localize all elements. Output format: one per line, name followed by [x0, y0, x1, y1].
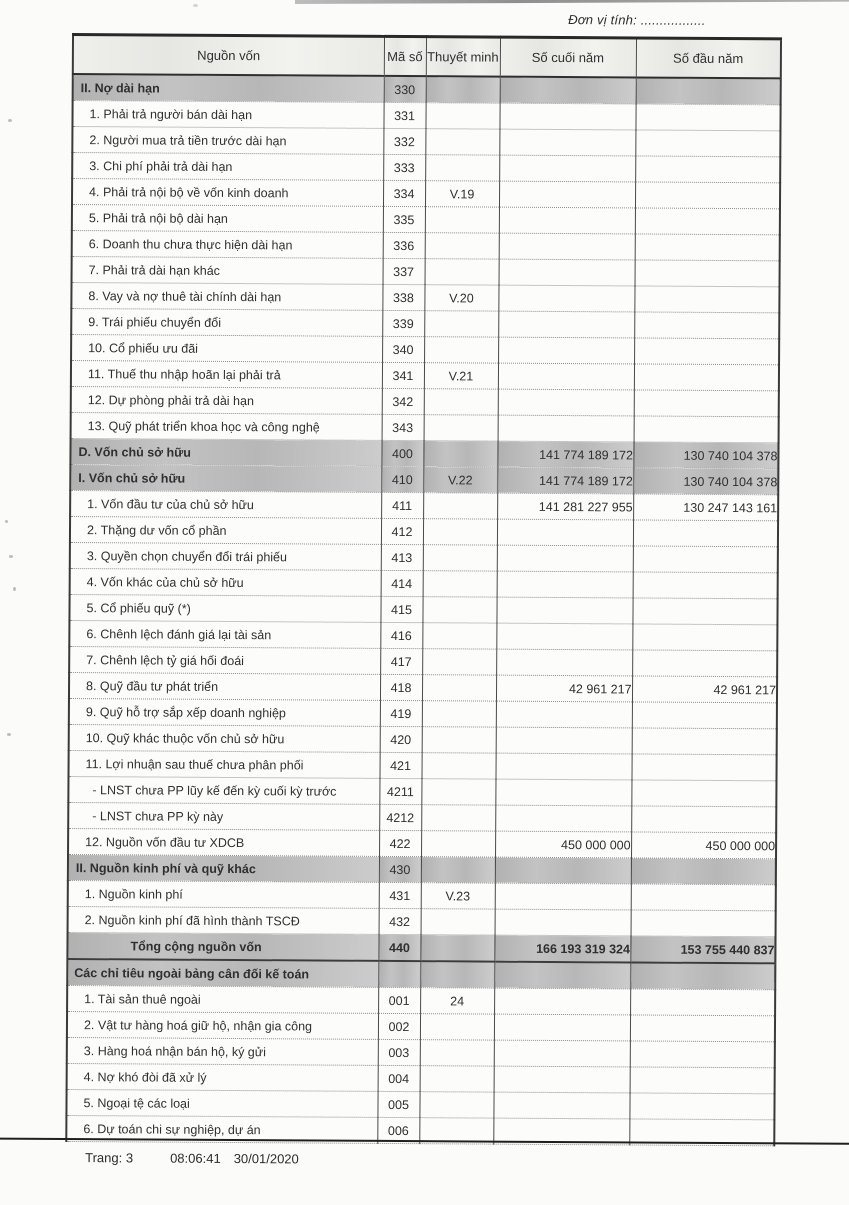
cell-name: 1. Vốn đầu tư của chủ sở hữu: [70, 491, 381, 519]
cell-note: [421, 805, 495, 831]
cell-begin: [630, 1067, 775, 1094]
cell-code: 417: [380, 648, 422, 674]
cell-end: [499, 233, 635, 260]
cell-begin: [631, 754, 776, 781]
cell-note: V.19: [425, 181, 499, 207]
cell-end: [498, 389, 634, 416]
cell-code: 331: [383, 102, 425, 128]
cell-name: 2. Người mua trả tiền trước dài hạn: [72, 127, 383, 155]
cell-code: 416: [380, 622, 422, 648]
cell-code: 342: [382, 388, 424, 414]
cell-end: [498, 311, 634, 338]
cell-end: [497, 519, 633, 546]
cell-code: 004: [378, 1065, 420, 1091]
cell-note: [423, 493, 497, 519]
cell-begin: [635, 104, 780, 131]
page-number-label: Trang: 3: [85, 1150, 134, 1166]
cell-end: 42 961 217: [496, 675, 632, 702]
cell-note: [421, 909, 495, 935]
cell-begin: [632, 598, 777, 625]
cell-end: [499, 129, 635, 156]
cell-code: 006: [377, 1117, 419, 1143]
cell-code: 003: [378, 1039, 420, 1065]
cell-name: 6. Chênh lệch đánh giá lại tài sản: [69, 621, 380, 649]
cell-name: II. Nguồn kinh phí và quỹ khác: [68, 855, 379, 883]
cell-note: [422, 623, 496, 649]
cell-begin: [633, 572, 778, 599]
cell-name: 6. Doanh thu chưa thực hiện dài hạn: [72, 231, 383, 259]
cell-end: 166 193 319 324: [494, 935, 630, 962]
page-footer: [85, 1150, 299, 1166]
unit-label: Đơn vị tính: .................: [568, 12, 706, 28]
cell-note: [425, 103, 499, 129]
cell-name: 8. Vay và nợ thuê tài chính dài hạn: [71, 283, 382, 311]
cell-code: 4212: [379, 804, 421, 830]
cell-end: [495, 909, 631, 936]
cell-end: [500, 77, 636, 104]
header-nguon-von: Nguồn vốn: [73, 35, 384, 76]
cell-begin: [634, 338, 779, 365]
cell-begin: 130 740 104 378: [633, 468, 778, 495]
cell-name: 6. Dự toán chi sự nghiệp, dự án: [66, 1115, 377, 1143]
cell-name: 10. Cổ phiếu ưu đãi: [71, 335, 382, 363]
print-time: 08:06:41: [170, 1150, 221, 1166]
cell-code: 005: [377, 1091, 419, 1117]
cell-begin: [635, 130, 780, 157]
cell-name: 11. Thuế thu nhập hoãn lại phải trả: [71, 361, 382, 389]
cell-end: [494, 1040, 630, 1067]
cell-name: 9. Trái phiếu chuyển đổi: [71, 309, 382, 337]
cell-begin: [631, 910, 776, 937]
cell-begin: 450 000 000: [631, 832, 776, 859]
cell-note: [421, 831, 495, 857]
cell-code: 339: [382, 310, 424, 336]
cell-code: 330: [384, 76, 426, 103]
cell-end: [494, 962, 630, 989]
cell-note: V.21: [424, 363, 498, 389]
cell-end: [499, 259, 635, 286]
balance-sheet-table: [65, 33, 782, 1146]
cell-name: Tổng cộng nguồn vốn: [67, 933, 378, 961]
cell-code: 337: [383, 258, 425, 284]
cell-name: 12. Dự phòng phải trả dài hạn: [71, 387, 382, 415]
cell-name: II. Nợ dài hạn: [73, 74, 384, 102]
cell-begin: [632, 702, 777, 729]
cell-begin: [635, 234, 780, 261]
cell-name: 2. Vật tư hàng hoá giữ hộ, nhận gia công: [67, 1012, 378, 1040]
cell-name: 4. Phải trả nội bộ về vốn kinh doanh: [72, 179, 383, 207]
cell-end: [499, 155, 635, 182]
cell-code: [378, 961, 420, 988]
cell-code: 431: [379, 882, 421, 908]
cell-note: [423, 571, 497, 597]
cell-note: [422, 701, 496, 727]
cell-code: 334: [383, 180, 425, 206]
cell-code: 001: [378, 987, 420, 1013]
cell-name: 7. Phải trả dài hạn khác: [72, 257, 383, 285]
cell-begin: 153 755 440 837: [630, 936, 775, 963]
cell-begin: [632, 624, 777, 651]
cell-code: 414: [381, 570, 423, 596]
cell-begin: [630, 989, 775, 1016]
cell-begin: [630, 962, 775, 989]
cell-end: [497, 571, 633, 598]
cell-code: 418: [380, 674, 422, 700]
cell-note: [425, 259, 499, 285]
cell-note: [422, 649, 496, 675]
cell-note: [424, 337, 498, 363]
cell-begin: [631, 884, 776, 911]
cell-code: 413: [381, 544, 423, 570]
cell-code: 432: [379, 908, 421, 934]
cell-note: V.22: [423, 467, 497, 493]
cell-end: 141 281 227 955: [497, 493, 633, 520]
cell-name: 10. Quỹ khác thuộc vốn chủ sở hữu: [69, 725, 380, 753]
cell-end: [498, 415, 634, 442]
cell-code: 419: [380, 700, 422, 726]
cell-name: 8. Quỹ đầu tư phát triển: [69, 673, 380, 701]
cell-note: [422, 727, 496, 753]
cell-code: 400: [381, 440, 423, 466]
cell-begin: [631, 780, 776, 807]
cell-code: 420: [380, 726, 422, 752]
cell-end: [496, 597, 632, 624]
cell-note: [425, 233, 499, 259]
cell-begin: [633, 520, 778, 547]
cell-code: 335: [383, 206, 425, 232]
cell-end: [496, 701, 632, 728]
cell-name: I. Vốn chủ sở hữu: [70, 465, 381, 493]
cell-begin: [634, 390, 779, 417]
cell-begin: [636, 77, 781, 104]
cell-note: [423, 519, 497, 545]
cell-begin: [631, 858, 776, 885]
cell-begin: [634, 286, 779, 313]
cell-name: 5. Ngoại tệ các loại: [66, 1089, 377, 1117]
cell-end: [494, 988, 630, 1015]
cell-begin: [635, 182, 780, 209]
cell-name: 9. Quỹ hỗ trợ sắp xếp doanh nghiệp: [69, 699, 380, 727]
cell-note: [420, 1040, 494, 1066]
cell-note: 24: [420, 988, 494, 1014]
cell-name: 1. Nguồn kinh phí: [68, 881, 379, 909]
cell-code: 4211: [379, 778, 421, 804]
cell-code: 415: [380, 596, 422, 622]
cell-name: 5. Cổ phiếu quỹ (*): [69, 595, 380, 623]
cell-end: [495, 805, 631, 832]
cell-name: 13. Quỹ phát triển khoa học và công nghệ: [71, 413, 382, 441]
cell-begin: [634, 416, 779, 443]
cell-code: 343: [382, 414, 424, 440]
cell-note: [421, 753, 495, 779]
cell-name: 4. Nợ khó đòi đã xử lý: [67, 1063, 378, 1091]
cell-code: 430: [379, 856, 421, 882]
cell-begin: [632, 728, 777, 755]
cell-end: [498, 363, 634, 390]
cell-code: 422: [379, 830, 421, 856]
cell-code: 340: [382, 336, 424, 362]
cell-note: V.23: [421, 883, 495, 909]
cell-begin: [635, 156, 780, 183]
cell-code: 002: [378, 1013, 420, 1039]
cell-begin: [629, 1093, 774, 1120]
cell-note: [420, 961, 494, 988]
cell-name: 12. Nguồn vốn đầu tư XDCB: [68, 829, 379, 857]
cell-end: [495, 857, 631, 884]
cell-note: [425, 155, 499, 181]
cell-name: D. Vốn chủ sở hữu: [70, 439, 381, 467]
cell-end: [499, 103, 635, 130]
cell-name: 1. Phải trả người bán dài hạn: [72, 101, 383, 129]
cell-code: 341: [382, 362, 424, 388]
cell-name: 2. Nguồn kinh phí đã hình thành TSCĐ: [68, 907, 379, 935]
cell-begin: [635, 208, 780, 235]
cell-end: [494, 1014, 630, 1041]
cell-code: 336: [383, 232, 425, 258]
cell-note: [423, 441, 497, 467]
cell-begin: [631, 806, 776, 833]
cell-end: [496, 649, 632, 676]
cell-name: Các chỉ tiêu ngoài bảng cân đối kế toán: [67, 959, 378, 987]
cell-begin: 130 247 143 161: [633, 494, 778, 521]
cell-note: [425, 207, 499, 233]
cell-note: [421, 857, 495, 883]
cell-code: 332: [383, 128, 425, 154]
cell-note: [421, 779, 495, 805]
cell-end: 141 774 189 172: [497, 467, 633, 494]
cell-note: [420, 1066, 494, 1092]
cell-note: [420, 1014, 494, 1040]
cell-name: 3. Quyền chọn chuyển đổi trái phiếu: [70, 543, 381, 571]
cell-note: [426, 76, 500, 103]
cell-name: 2. Thặng dư vốn cổ phần: [70, 517, 381, 545]
cell-begin: [630, 1015, 775, 1042]
cell-code: 333: [383, 154, 425, 180]
cell-begin: 130 740 104 378: [633, 442, 778, 469]
table-body: [66, 74, 781, 1146]
cell-note: [425, 129, 499, 155]
cell-name: 5. Phải trả nội bộ dài hạn: [72, 205, 383, 233]
cell-end: [495, 883, 631, 910]
cell-code: 421: [379, 752, 421, 778]
cell-note: [420, 935, 494, 962]
cell-end: [495, 753, 631, 780]
cell-end: 450 000 000: [495, 831, 631, 858]
print-date: 30/01/2020: [233, 1151, 299, 1167]
cell-end: [498, 337, 634, 364]
cell-end: 141 774 189 172: [497, 441, 633, 468]
cell-name: 1. Tài sản thuê ngoài: [67, 986, 378, 1014]
cell-begin: [633, 546, 778, 573]
cell-code: 338: [382, 284, 424, 310]
cell-code: 440: [378, 934, 420, 961]
cell-note: [424, 389, 498, 415]
cell-begin: [634, 312, 779, 339]
cell-end: [498, 285, 634, 312]
cell-begin: 42 961 217: [632, 676, 777, 703]
cell-name: 3. Chi phí phải trả dài hạn: [72, 153, 383, 181]
cell-note: [422, 597, 496, 623]
cell-note: [419, 1092, 493, 1118]
header-thuyet-minh: Thuyết minh: [426, 37, 500, 77]
cell-name: 4. Vốn khác của chủ sở hữu: [70, 569, 381, 597]
cell-code: 412: [381, 518, 423, 544]
cell-end: [497, 545, 633, 572]
cell-end: [499, 207, 635, 234]
cell-name: 3. Hàng hoá nhận bán hộ, ký gửi: [67, 1037, 378, 1065]
cell-end: [494, 1066, 630, 1093]
cell-begin: [635, 260, 780, 287]
cell-note: [422, 675, 496, 701]
cell-begin: [634, 364, 779, 391]
cell-end: [496, 727, 632, 754]
cell-name: 11. Lợi nhuận sau thuế chưa phân phối: [69, 751, 380, 779]
header-ma-so: Mã số: [384, 36, 426, 76]
cell-begin: [630, 1041, 775, 1068]
cell-end: [493, 1092, 629, 1119]
cell-begin: [632, 650, 777, 677]
cell-name: - LNST chưa PP lũy kế đến kỳ cuối kỳ trước: [68, 777, 379, 805]
cell-code: 410: [381, 466, 423, 492]
header-so-cuoi-nam: Số cuối năm: [500, 37, 636, 77]
cell-end: [496, 623, 632, 650]
cell-note: V.20: [424, 285, 498, 311]
cell-name: - LNST chưa PP kỳ này: [68, 803, 379, 831]
header-so-dau-nam: Số đầu năm: [636, 38, 781, 78]
cell-note: [424, 311, 498, 337]
cell-code: 411: [381, 492, 423, 518]
cell-note: [423, 545, 497, 571]
table-header-row: [73, 35, 781, 79]
cell-name: 7. Chênh lệch tỷ giá hối đoái: [69, 647, 380, 675]
cell-note: [424, 415, 498, 441]
cell-end: [499, 181, 635, 208]
cell-end: [495, 779, 631, 806]
